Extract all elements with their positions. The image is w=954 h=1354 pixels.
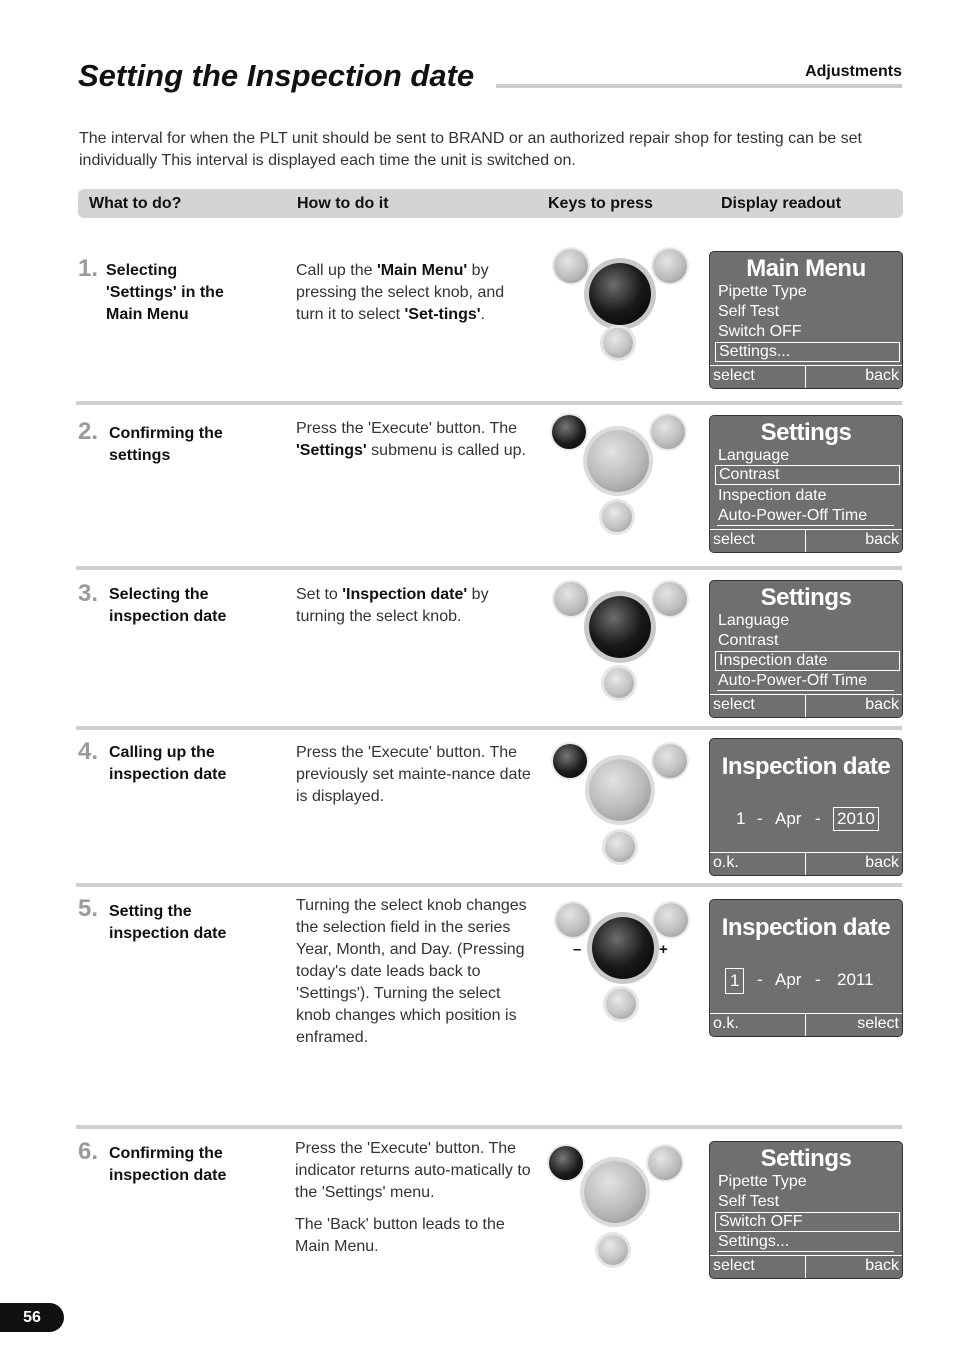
softkey-left: select — [713, 1257, 755, 1274]
lower-button[interactable] — [606, 989, 636, 1019]
step-what: Calling up the inspection date — [109, 744, 227, 783]
step-how: Call up the 'Main Menu' by pressing the select knob, and turn it to select 'Set-tings'. — [296, 262, 505, 323]
step-number: 1. — [78, 255, 99, 282]
display-item: Language — [718, 447, 790, 464]
execute-button-pressed[interactable] — [553, 744, 587, 778]
intro-text: The interval for when the PLT unit should be sent to BRAND or an authorized repair shop for testing can be set individually This interval is displayed each time the unit is switched on. — [79, 130, 862, 169]
display-softkeys — [710, 694, 902, 717]
softkey-right: select — [857, 1015, 899, 1032]
page-title: Setting the Inspection date — [78, 58, 475, 93]
back-button[interactable] — [651, 415, 685, 449]
display-title: Main Menu — [746, 255, 866, 282]
softkey-right: back — [865, 531, 899, 548]
row-separator — [76, 401, 902, 405]
display-title: Inspection date — [721, 753, 891, 780]
date-day-selected: 1 — [725, 968, 744, 994]
select-knob-pressed[interactable] — [589, 263, 651, 325]
softkey-left: o.k. — [713, 854, 739, 871]
display-title: Settings — [760, 1145, 852, 1172]
display-item: Self Test — [718, 303, 780, 320]
softkey-left: select — [713, 696, 755, 713]
title-rule — [496, 84, 902, 88]
page-number: 56 — [0, 1303, 64, 1332]
select-knob[interactable] — [589, 759, 651, 821]
display-softkeys — [710, 1255, 902, 1278]
lower-button[interactable] — [602, 502, 632, 532]
display-item: Contrast — [718, 632, 779, 649]
display-readout — [709, 899, 903, 1037]
date-separator: - — [815, 809, 821, 828]
step-number: 6. — [78, 1138, 99, 1165]
display-item: Auto-Power-Off Time — [717, 507, 894, 526]
date-separator: - — [757, 809, 763, 828]
display-softkeys — [710, 1013, 902, 1036]
back-button[interactable] — [653, 582, 687, 616]
step-how — [295, 1138, 535, 1268]
step-number: 5. — [78, 895, 99, 922]
display-softkeys — [710, 365, 902, 388]
keys-diagram — [548, 414, 694, 544]
keys-diagram — [548, 903, 694, 1033]
minus-label: – — [573, 941, 582, 958]
display-item: Inspection date — [718, 487, 827, 504]
display-readout — [709, 1141, 903, 1279]
display-readout — [709, 251, 903, 389]
step-number: 3. — [78, 580, 99, 607]
step-what: Setting the inspection date — [109, 903, 227, 942]
header-keys: Keys to press — [548, 195, 653, 212]
date-month: Apr — [775, 809, 802, 828]
date-year: 2011 — [837, 970, 874, 989]
display-item-selected: Settings... — [715, 342, 900, 362]
select-knob-turned[interactable] — [589, 596, 651, 658]
display-title: Settings — [760, 419, 852, 446]
step-what: Selecting the inspection date — [109, 586, 227, 625]
display-readout — [709, 580, 903, 718]
date-day: 1 — [736, 809, 746, 828]
display-item: Settings... — [717, 1233, 894, 1252]
plus-label: + — [659, 941, 668, 958]
execute-button[interactable] — [554, 249, 588, 283]
step-what: Selecting 'Settings' in the Main Menu — [106, 262, 224, 323]
display-item: Pipette Type — [718, 1173, 807, 1190]
display-item: Self Test — [718, 1193, 780, 1210]
how-paragraph: The 'Back' button leads to the Main Menu. — [295, 1216, 505, 1255]
row-separator — [76, 566, 902, 570]
step-what: Confirming the inspection date — [109, 1145, 227, 1184]
keys-diagram — [545, 1146, 691, 1276]
display-item: Pipette Type — [718, 283, 807, 300]
softkey-left: o.k. — [713, 1015, 739, 1032]
step-how: Set to 'Inspection date' by turning the select knob. — [296, 586, 489, 625]
softkey-right: back — [865, 854, 899, 871]
keys-diagram — [548, 742, 694, 872]
step-how: Press the 'Execute' button. The 'Settings' submenu is called up. — [296, 420, 526, 459]
row-separator — [76, 726, 902, 730]
softkey-left: select — [713, 531, 755, 548]
display-readout — [709, 415, 903, 553]
display-item-selected: Inspection date — [715, 651, 900, 671]
display-softkeys — [710, 852, 902, 875]
softkey-right: back — [865, 696, 899, 713]
execute-button[interactable] — [556, 903, 590, 937]
back-button[interactable] — [653, 249, 687, 283]
lower-button[interactable] — [603, 328, 633, 358]
select-knob[interactable] — [587, 430, 649, 492]
header-what: What to do? — [89, 195, 182, 212]
softkey-right: back — [865, 367, 899, 384]
softkey-right: back — [865, 1257, 899, 1274]
lower-button[interactable] — [604, 668, 634, 698]
execute-button[interactable] — [554, 582, 588, 616]
display-title: Settings — [760, 584, 852, 611]
display-item: Language — [718, 612, 790, 629]
row-separator — [76, 883, 902, 887]
back-button[interactable] — [654, 903, 688, 937]
display-title: Inspection date — [721, 914, 891, 941]
softkey-left: select — [713, 367, 755, 384]
date-year-selected: 2010 — [833, 807, 879, 831]
display-item-selected: Switch OFF — [715, 1212, 900, 1232]
execute-button-pressed[interactable] — [552, 415, 586, 449]
header-display: Display readout — [721, 195, 842, 212]
step-how: Press the 'Execute' button. The previously set mainte-nance date is displayed. — [296, 744, 531, 805]
date-month: Apr — [775, 970, 802, 989]
lower-button[interactable] — [605, 832, 635, 862]
select-knob[interactable] — [584, 1161, 646, 1223]
display-item: Switch OFF — [718, 323, 802, 340]
display-item-selected: Contrast — [715, 465, 900, 485]
back-button[interactable] — [653, 744, 687, 778]
table-header — [78, 189, 903, 218]
header-how: How to do it — [297, 195, 389, 212]
step-how: Turning the select knob changes the selection field in the series Year, Month, and Day. (Pressing today's date leads back to 'Settings'). Turning the select knob changes which position is enframed. — [296, 897, 527, 1046]
display-softkeys — [710, 529, 902, 552]
how-paragraph: Press the 'Execute' button. The indicator returns auto-matically to the 'Settings' menu. — [295, 1140, 531, 1201]
back-button[interactable] — [648, 1146, 682, 1180]
display-readout — [709, 738, 903, 876]
step-what: Confirming the settings — [109, 425, 223, 464]
lower-button[interactable] — [598, 1235, 628, 1265]
keys-diagram — [548, 247, 694, 377]
row-separator — [76, 1125, 902, 1129]
date-separator: - — [757, 970, 763, 989]
keys-diagram — [548, 580, 694, 710]
select-knob-turned[interactable] — [592, 917, 654, 979]
execute-button-pressed[interactable] — [549, 1146, 583, 1180]
date-separator: - — [815, 970, 821, 989]
section-label: Adjustments — [805, 63, 902, 80]
step-number: 2. — [78, 418, 99, 445]
step-number: 4. — [78, 738, 99, 765]
display-item: Auto-Power-Off Time — [717, 672, 894, 691]
